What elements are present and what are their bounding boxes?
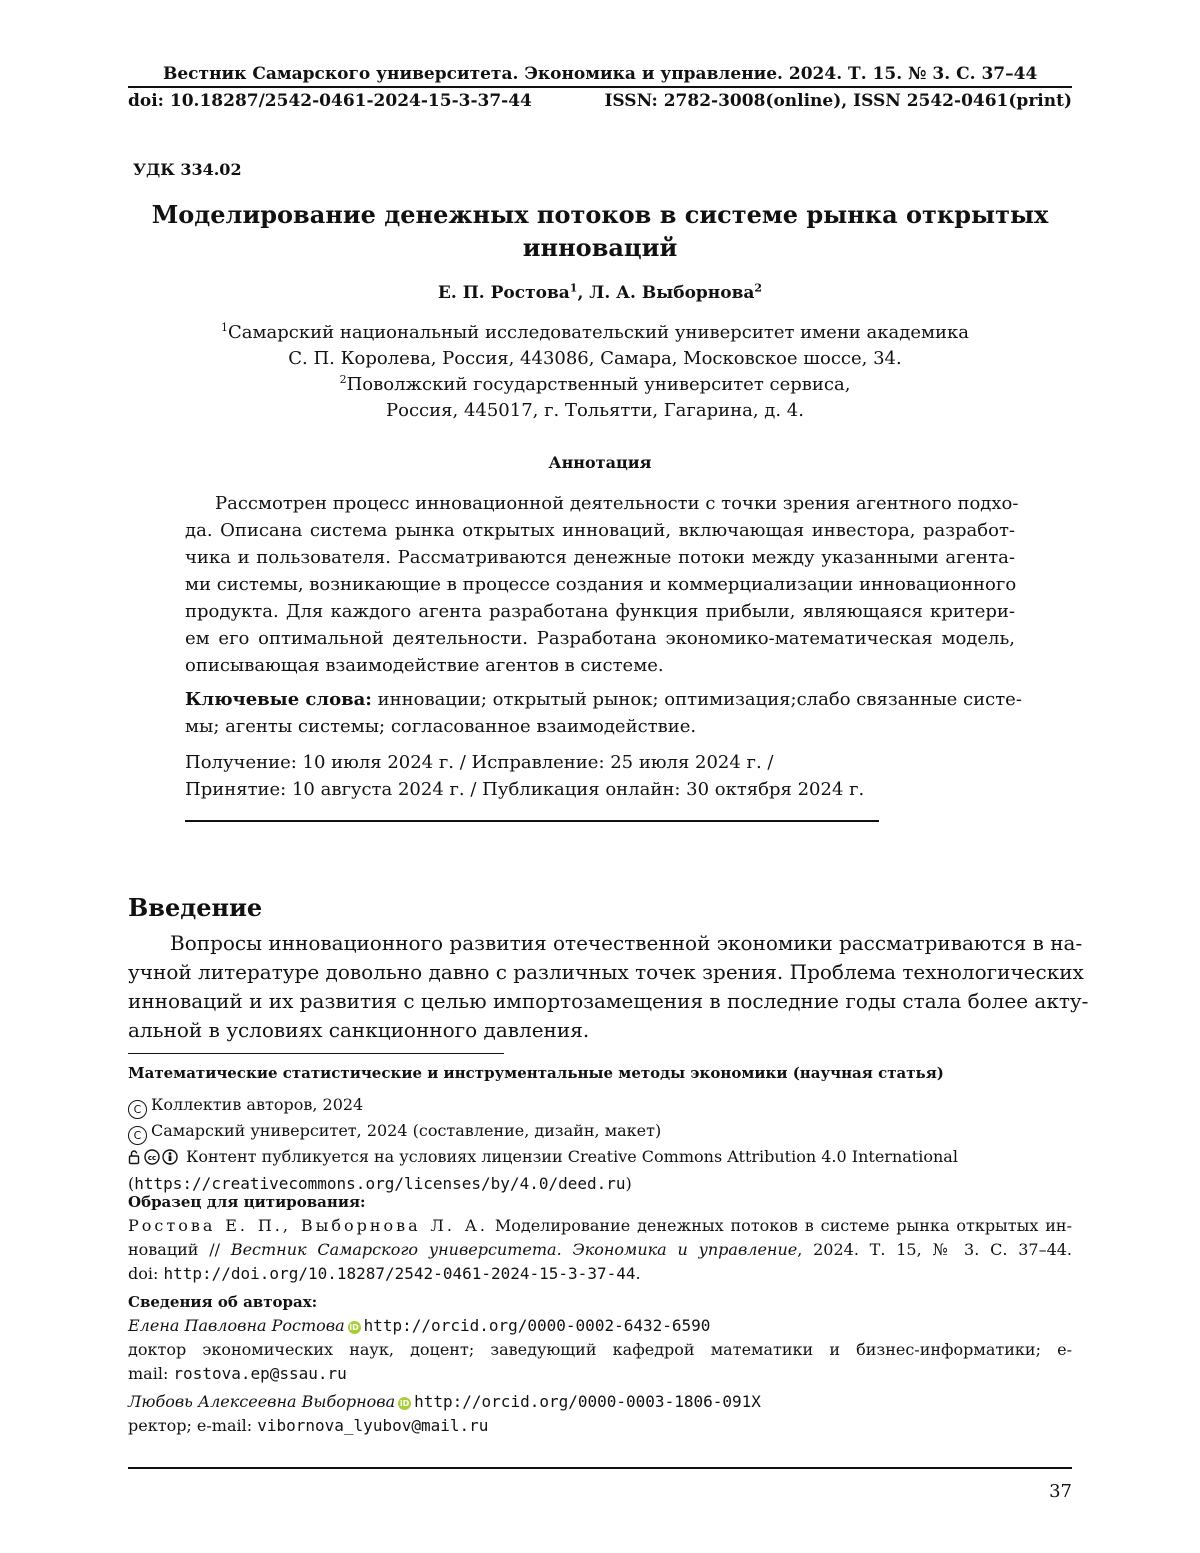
author-info-line: доктор экономических наук, доцент; заведующий кафедрой математики и бизнес-информатики; e- [128,1340,1072,1359]
cc-license-icon [128,1148,182,1172]
abstract-rule [185,820,879,822]
author-email[interactable]: vibornova_lyubov@mail.ru [257,1416,489,1435]
copyright-text: Коллектив авторов, 2024 [151,1095,364,1114]
author-name: Л. А. Выборнова [589,283,755,303]
doi-link[interactable]: http://doi.org/10.18287/2542-0461-2024-15-3-37-44 [163,1264,636,1283]
affiliation-line: С. П. Королева, Россия, 443086, Самара, Московское шоссе, 34. [288,348,902,369]
orcid-icon: iD [399,1399,410,1408]
author-role: ректор; e-mail: [128,1416,258,1435]
abstract-line: ем его оптимальной деятельности. Разработана экономико-математическая модель, [185,628,1015,649]
citation-journal: Вестник Самарского университета. Экономика и управление [230,1240,798,1259]
citation-text: , 2024. Т. 15, № 3. С. 37–44. [797,1240,1073,1259]
punct: . [635,1264,641,1283]
keywords-line: мы; агенты системы; согласованное взаимодействие. [185,716,697,737]
citation-heading: Образец для цитирования: [128,1193,366,1211]
keywords-text: инновации; открытый рынок; оптимизация;слабо связанные систе- [371,689,1022,710]
authors-info-heading: Сведения об авторах: [128,1293,318,1311]
doi-header: doi: 10.18287/2542-0461-2024-15-3-37-44 [128,91,532,111]
keywords-label: Ключевые слова: [185,689,372,710]
abstract-line: да. Описана система рынка открытых инноваций, включающая инвестора, разработ- [185,520,1015,541]
section-heading: Введение [128,893,263,922]
affiliation-text: Самарский национальный исследовательский университет имени академика [228,322,969,343]
issn-header: ISSN: 2782-3008(online), ISSN 2542-0461(print) [604,91,1072,111]
abstract-line: Рассмотрен процесс инновационной деятельности с точки зрения агентного подхо- [215,493,1019,514]
keywords [185,686,1022,740]
footnote-rule [128,1053,504,1054]
journal-header: Вестник Самарского университета. Экономика и управление. 2024. Т. 15. № 3. С. 37–44 [163,64,1038,84]
copyright-icon: C [128,1126,147,1145]
license-link[interactable]: https://creativecommons.org/licenses/by/4.0/deed.ru [134,1174,626,1193]
title-line: Моделирование денежных потоков в системе рынка открытых [151,200,1049,229]
intro-line: альной в условиях санкционного давления. [128,1018,590,1042]
copyright-block [128,1093,958,1196]
dates-line: Принятие: 10 августа 2024 г. / Публикация онлайн: 30 октября 2024 г. [185,779,865,800]
citation-text: Моделирование денежных потоков в системе рынка открытых ин- [488,1216,1072,1235]
affil-mark: 1 [221,321,229,334]
citation-line [128,1238,1072,1262]
author-info-line [128,1314,1072,1338]
citation-authors: Ростова Е. П., Выборнова Л. А. [128,1216,488,1235]
author-info-line [128,1414,1072,1438]
intro-line: Вопросы инновационного развития отечественной экономики рассматриваются в на- [170,931,1083,955]
article-title [128,198,1072,264]
citation-text: новаций // [128,1240,231,1259]
copyright-text: Самарский университет, 2024 (составление, дизайн, макет) [151,1121,662,1140]
author-affil-mark: 2 [754,281,763,295]
citation-block [128,1214,1072,1286]
abstract-line: продукта. Для каждого агента разработана функция прибыли, являющаяся критери- [185,601,1015,622]
doi-label: doi: [128,1264,164,1283]
udc-code: УДК 334.02 [133,160,242,179]
copyright-icon: C [128,1100,147,1119]
page-number: 37 [1049,1481,1072,1502]
copyright-line [128,1093,958,1119]
citation-doi-line [128,1262,1072,1286]
abstract-text [185,490,1019,679]
author-full-name: Елена Павловна Ростова [128,1316,345,1335]
author-full-name: Любовь Алексеевна Выборнова [128,1392,396,1411]
footer-rule [128,1467,1072,1469]
author-list [0,283,1200,303]
intro-line: учной литературе довольно давно с различных точек зрения. Проблема технологических [128,960,1084,984]
license-text: Контент публикуется на условиях лицензии Creative Commons Attribution 4.0 International [186,1147,958,1166]
affiliations [0,320,1190,424]
orcid-link[interactable]: http://orcid.org/0000-0002-6432-6590 [363,1316,711,1335]
keywords-line [185,686,1022,713]
title-line: инноваций [522,233,678,262]
affil-mark: 2 [339,373,347,386]
affiliation-text: Поволжский государственный университет сервиса, [346,374,851,395]
intro-paragraph [128,929,1089,1045]
paren: ( [128,1174,135,1193]
affiliation-line [0,372,1190,398]
paren: ) [625,1174,632,1193]
author-info-line [128,1362,1072,1386]
dates-line: Получение: 10 июля 2024 г. / Исправление: 25 июля 2024 г. / [185,752,774,773]
author-email[interactable]: rostova.ep@ssau.ru [173,1364,347,1383]
abstract-line: описывающая взаимодействие агентов в системе. [185,655,664,676]
citation-line [128,1214,1072,1238]
affiliation-line: Россия, 445017, г. Тольятти, Гагарина, д. 4. [386,400,804,421]
author-info-line [128,1390,1072,1414]
abstract-heading: Аннотация [548,453,652,472]
email-label: mail: [128,1364,174,1383]
affiliation-line [0,320,1190,346]
svg-text:cc: cc [147,1154,157,1162]
cc-icons-svg [128,1149,182,1165]
authors-info-block [128,1314,1072,1438]
copyright-line [128,1119,958,1145]
author-separator: , [577,283,590,303]
orcid-link[interactable]: http://orcid.org/0000-0003-1806-091X [414,1392,761,1411]
author-name: Е. П. Ростова [437,283,570,303]
author-affil-mark: 1 [569,281,578,295]
article-category: Математические статистические и инструментальные методы экономики (научная статья) [128,1064,944,1082]
license-line [128,1145,958,1172]
header-rule [128,86,1072,88]
article-dates [185,749,1015,803]
orcid-icon: iD [349,1323,359,1332]
abstract-line: ми системы, возникающие в процессе создания и коммерциализации инновационного [185,574,1017,595]
abstract-line: чика и пользователя. Рассматриваются денежные потоки между указанными агента- [185,547,1015,568]
intro-line: инноваций и их развития с целью импортозамещения в последние годы стала более акту- [128,989,1089,1013]
